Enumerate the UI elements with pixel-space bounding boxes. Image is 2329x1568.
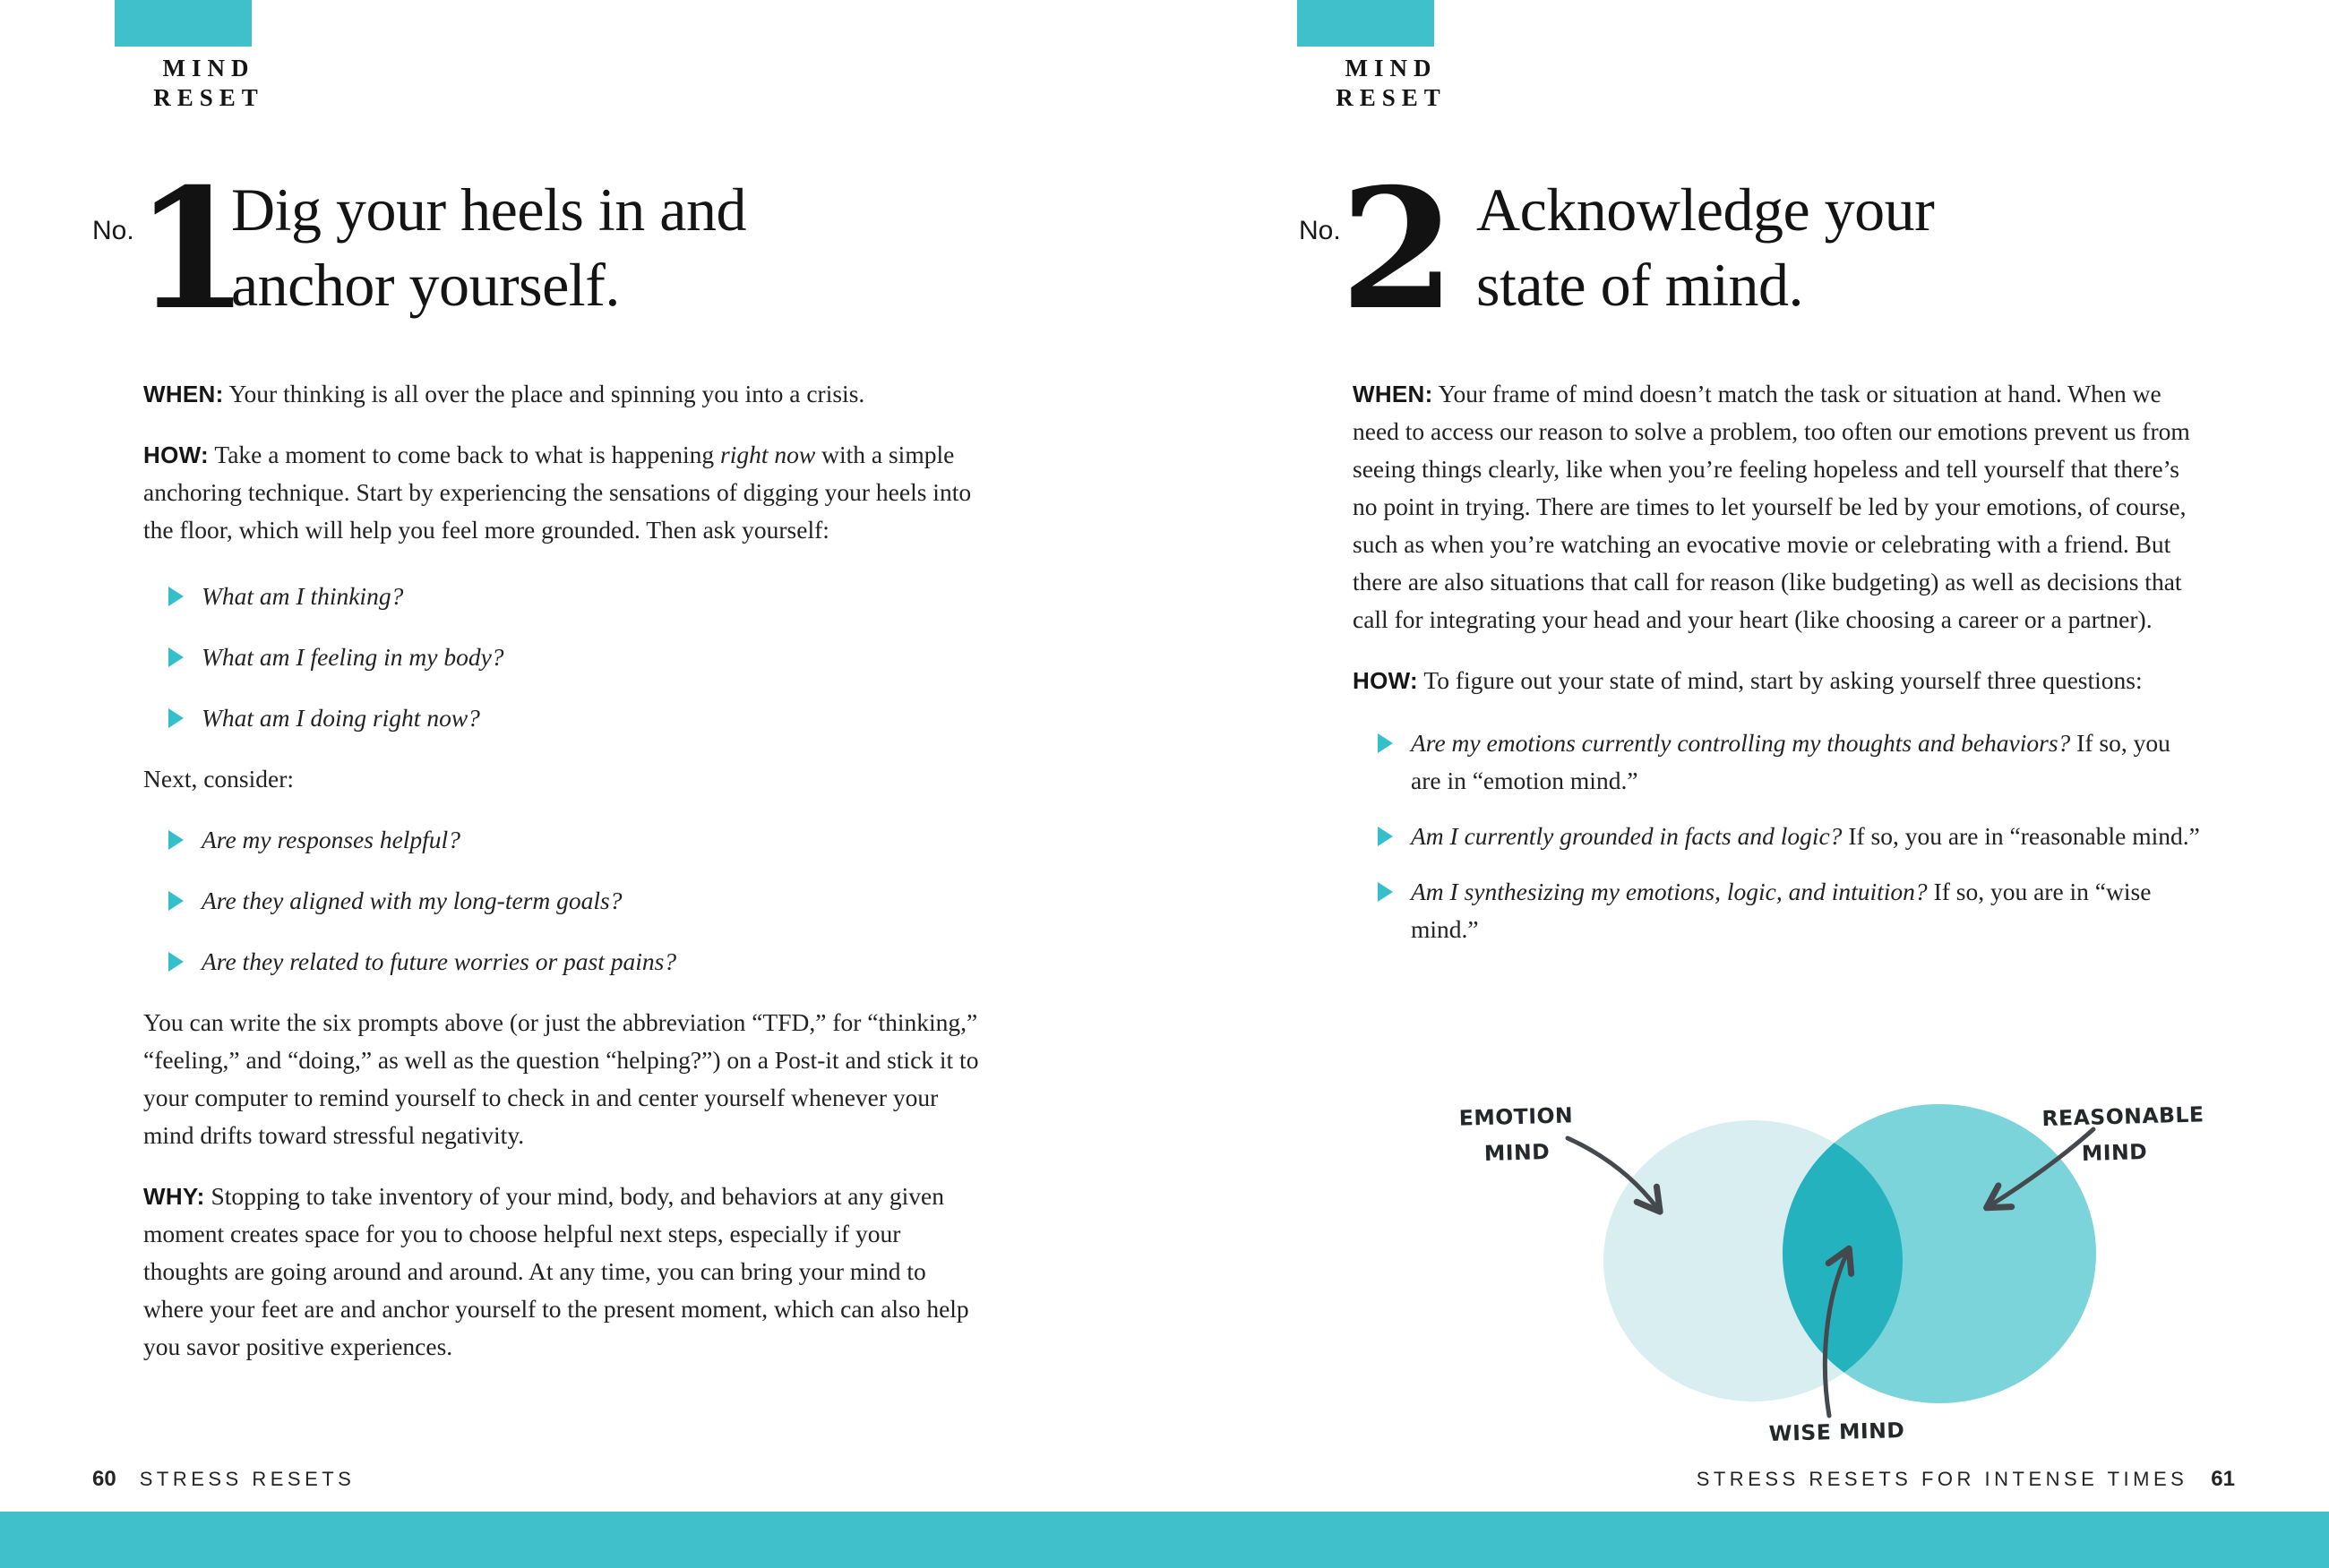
when-label: WHEN: [1353, 381, 1433, 407]
how-label: HOW: [1353, 667, 1418, 694]
bullet-arrow-icon [168, 891, 184, 911]
bullet-question: Am I currently grounded in facts and logic? [1411, 822, 1843, 850]
venn-label-line: MIND [2081, 1139, 2148, 1166]
how-paragraph [143, 436, 985, 549]
bullet-arrow-icon [1378, 827, 1393, 846]
list-item [168, 882, 985, 920]
bullet-text [1411, 873, 2202, 948]
bullet-text: Are they aligned with my long-term goals? [202, 887, 623, 914]
page-footer [92, 1467, 355, 1492]
how-paragraph [1353, 662, 2202, 699]
bullet-text: What am I thinking? [202, 582, 404, 610]
venn-label-wise-mind: WISE MIND [1768, 1418, 1905, 1446]
page-number: 60 [92, 1467, 116, 1491]
how-text: with a simple anchoring technique. Start by experiencing the sensations of digging your heels into the floor, which will help you feel more grounded. Then ask yourself: [143, 441, 972, 544]
when-paragraph [143, 375, 985, 413]
reset-number-label: No. [1299, 216, 1341, 245]
bullet-arrow-icon [168, 708, 184, 728]
reset-title [1476, 172, 1934, 322]
list-item [1378, 873, 2202, 948]
title-line: Dig your heels in and [231, 176, 746, 244]
reset-title [231, 172, 746, 322]
bottom-accent-bar [0, 1512, 2329, 1568]
kicker-mind-reset [1315, 54, 1467, 113]
when-paragraph [1353, 375, 2202, 638]
how-text-italic: right now [720, 441, 816, 468]
mind-questions-list [1353, 724, 2202, 948]
list-item [1378, 818, 2202, 855]
page-number: 61 [2211, 1467, 2235, 1491]
why-label: WHY: [143, 1183, 205, 1210]
kicker-line: RESET [153, 84, 264, 111]
chapter-tab [1297, 0, 1434, 47]
bullet-text: What am I doing right now? [202, 704, 480, 732]
list-item [168, 821, 985, 859]
bullet-arrow-icon [1378, 882, 1393, 902]
venn-label-line: REASONABLE [2041, 1101, 2204, 1132]
tip-paragraph: You can write the six prompts above (or just the abbreviation “TFD,” for “thinking,” “feeling,” and “doing,” as well as the question “helping?”) on a Post-it and stick it to your computer to remind yourself to check in and center yourself whenever your mind drifts toward stressful negativity. [143, 1008, 979, 1149]
body-column [143, 375, 985, 1366]
title-line: state of mind. [1476, 251, 1804, 319]
reset-number-label: No. [92, 216, 134, 245]
list-item [168, 638, 985, 676]
running-head: STRESS RESETS FOR INTENSE TIMES [1696, 1468, 2188, 1490]
bullet-text: Are they related to future worries or past pains? [202, 947, 677, 975]
bullet-answer: If so, you are in “reasonable mind.” [1842, 822, 2200, 850]
list-item [168, 943, 985, 981]
list-item [1378, 724, 2202, 800]
bullet-question: Am I synthesizing my emotions, logic, and intuition? [1411, 878, 1928, 905]
body-column [1353, 375, 2202, 966]
chapter-tab [115, 0, 252, 47]
how-text: Take a moment to come back to what is happening [208, 441, 721, 468]
running-head: STRESS RESETS [139, 1468, 356, 1490]
bullet-question: Are my emotions currently controlling my thoughts and behaviors? [1411, 729, 2071, 757]
bullet-arrow-icon [168, 830, 184, 850]
venn-label-emotion-mind [1440, 1097, 1594, 1172]
bullet-text [1411, 724, 2202, 800]
reset-number: 2 [1340, 151, 1450, 347]
venn-diagram [1433, 1086, 2204, 1489]
kicker-line: MIND [162, 55, 255, 81]
bullet-text [1411, 818, 2200, 855]
venn-label-reasonable-mind [2041, 1097, 2204, 1172]
bullet-answer: If so, you are in “emotion mind.” [1411, 729, 2170, 794]
list-item [168, 578, 985, 615]
venn-label-line: EMOTION [1458, 1102, 1574, 1131]
why-paragraph [143, 1178, 985, 1366]
bullet-text: Are my responses helpful? [202, 826, 460, 853]
kicker-line: MIND [1345, 55, 1438, 81]
reset-number: 1 [134, 151, 245, 347]
page-footer [1697, 1467, 2235, 1492]
bullet-arrow-icon [168, 647, 184, 667]
when-label: WHEN: [143, 381, 224, 407]
kicker-mind-reset [133, 54, 285, 113]
why-text: Stopping to take inventory of your mind, body, and behaviors at any given moment creates space for you to choose helpful next steps, especially if your thoughts are going around and around. At any time, you can bring your mind to where your feet are and anchor yourself to the present moment, which can also help you savor positive experiences. [143, 1182, 969, 1360]
how-label: HOW: [143, 441, 209, 468]
next-consider-label: Next, consider: [143, 765, 295, 793]
page-right [1164, 0, 2329, 1568]
title-line: Acknowledge your [1476, 176, 1935, 244]
bullet-arrow-icon [168, 952, 184, 972]
how-text: To figure out your state of mind, start by asking yourself three questions: [1417, 666, 2143, 694]
page-left [0, 0, 1164, 1568]
when-text: Your thinking is all over the place and spinning you into a crisis. [223, 380, 865, 407]
consider-bullet-list [143, 821, 985, 981]
ask-bullet-list [143, 578, 985, 737]
bullet-answer: If so, you are in “wise mind.” [1411, 878, 2152, 943]
bullet-text: What am I feeling in my body? [202, 643, 504, 671]
list-item [168, 699, 985, 737]
when-text: Your frame of mind doesn’t match the task or situation at hand. When we need to access our reason to solve a problem, too often our emotions prevent us from seeing things clearly, like when you’re feeling hopeless and tell yourself that there’s no point in trying. There are times to let yourself be led by your emotions, of course, such as when you’re watching an evocative movie or celebrating with a friend. But there are also situations that call for reason (like budgeting) as well as decisions that call for integrating your head and your heart (like choosing a career or a partner). [1353, 380, 2190, 633]
venn-label-line: MIND [1483, 1139, 1551, 1166]
title-line: anchor yourself. [231, 251, 620, 319]
bullet-arrow-icon [1378, 733, 1393, 753]
bullet-arrow-icon [168, 587, 184, 606]
kicker-line: RESET [1336, 84, 1447, 111]
